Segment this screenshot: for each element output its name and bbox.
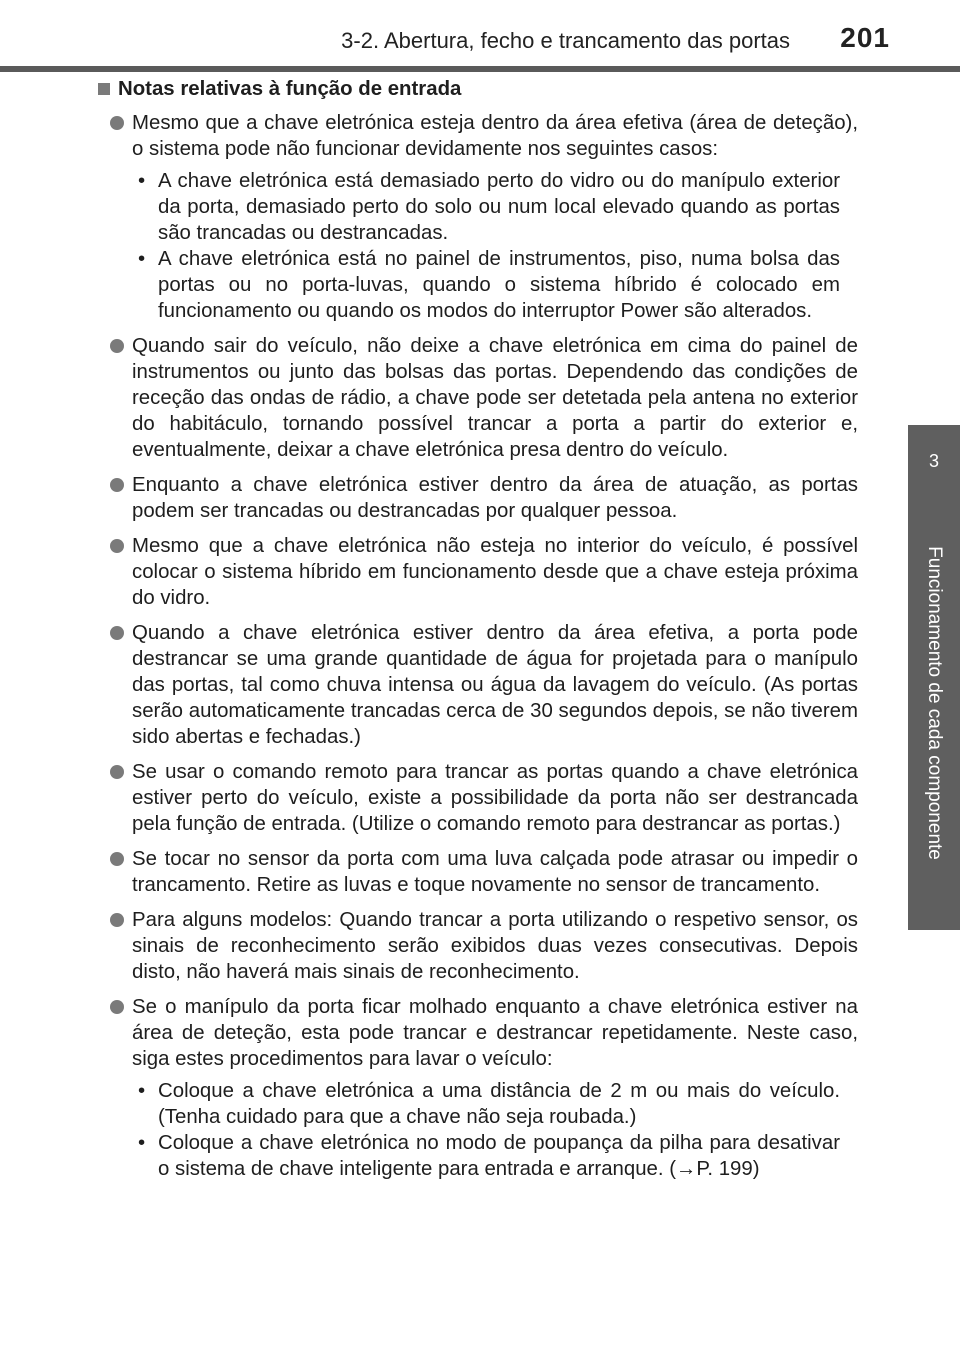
note-text: Mesmo que a chave eletrónica esteja dentro da área efetiva (área de deteção), o sistema pode não funcionar devidamente nos seguintes casos:: [132, 112, 858, 160]
sub-item: [132, 1078, 858, 1130]
note-item: [98, 533, 858, 611]
note-text: Para alguns modelos: Quando trancar a porta utilizando o respetivo sensor, os sinais de reconhecimento serão exibidos duas vezes consecutivas. Depois disto, não haverá mais sinais de reconhecimento.: [132, 909, 858, 983]
sub-item-text: Coloque a chave eletrónica a uma distância de 2 m ou mais do veículo. (Tenha cuidado para que a chave não seja roubada.): [158, 1080, 840, 1128]
sub-item: [132, 168, 858, 246]
bullet-dot-icon: •: [138, 248, 146, 270]
notes-list: [98, 110, 858, 1182]
sub-item: [132, 1130, 858, 1182]
circle-bullet-icon: [110, 478, 124, 492]
circle-bullet-icon: [110, 116, 124, 130]
sub-item-text: A chave eletrónica está no painel de instrumentos, piso, numa bolsa das portas ou no porta-luvas, quando o sistema híbrido é colocado em funcionamento ou quando os modos do interruptor Power são alterados.: [158, 248, 840, 322]
sub-item-list: [132, 168, 858, 324]
bullet-dot-icon: •: [138, 1080, 146, 1102]
note-text: Enquanto a chave eletrónica estiver dentro da área de atuação, as portas podem ser trancadas ou destrancadas por qualquer pessoa.: [132, 474, 858, 522]
circle-bullet-icon: [110, 339, 124, 353]
circle-bullet-icon: [110, 765, 124, 779]
sub-item-text: Coloque a chave eletrónica no modo de poupança da pilha para desativar o sistema de chave inteligente para entrada e arranque. (→P. 199): [158, 1132, 840, 1180]
sub-item-list: [132, 1078, 858, 1182]
note-item: [98, 110, 858, 324]
running-header-title: 3-2. Abertura, fecho e trancamento das portas: [341, 28, 790, 53]
note-text: Se o manípulo da porta ficar molhado enquanto a chave eletrónica estiver na área de deteção, esta pode trancar e destrancar repetidamente. Neste caso, siga estes procedimentos para lavar o veículo:: [132, 996, 858, 1070]
circle-bullet-icon: [110, 1000, 124, 1014]
chapter-number: 3: [928, 451, 939, 471]
note-text: Se tocar no sensor da porta com uma luva calçada pode atrasar ou impedir o trancamento. Retire as luvas e toque novamente no sensor de trancamento.: [132, 848, 858, 896]
sub-item: [132, 246, 858, 324]
note-item: [98, 994, 858, 1182]
section-heading-text: Notas relativas à função de entrada: [118, 78, 462, 100]
circle-bullet-icon: [110, 626, 124, 640]
circle-bullet-icon: [110, 913, 124, 927]
note-text: Quando sair do veículo, não deixe a chave eletrónica em cima do painel de instrumentos ou junto das bolsas das portas. Dependendo das condições de receção das ondas de rádio, a chave pode ser detetada pela antena no exterior do habitáculo, tornando possível trancar a porta a partir do exterior e, eventualmente, deixar a chave eletrónica presa dentro do veículo.: [132, 335, 858, 461]
note-item: [98, 620, 858, 750]
circle-bullet-icon: [110, 852, 124, 866]
note-item: [98, 846, 858, 898]
circle-bullet-icon: [110, 539, 124, 553]
section-heading: [98, 76, 858, 102]
note-item: [98, 333, 858, 463]
square-bullet-icon: [98, 83, 110, 95]
page-number: 201: [840, 22, 890, 53]
chapter-label: Funcionamento de cada componente: [924, 546, 945, 860]
note-text: Se usar o comando remoto para trancar as portas quando a chave eletrónica estiver perto do veículo, existe a possibilidade da porta não ser destrancada pela função de entrada. (Utilize o comando remoto para destrancar as portas.): [132, 761, 858, 835]
page-content: [98, 76, 858, 1191]
header-rule: [0, 66, 960, 72]
note-item: [98, 759, 858, 837]
chapter-side-tab: [908, 425, 960, 930]
bullet-dot-icon: •: [138, 1132, 146, 1154]
bullet-dot-icon: •: [138, 170, 146, 192]
note-item: [98, 472, 858, 524]
note-text: Mesmo que a chave eletrónica não esteja no interior do veículo, é possível colocar o sistema híbrido em funcionamento desde que a chave esteja próxima do vidro.: [132, 535, 858, 609]
note-text: Quando a chave eletrónica estiver dentro da área efetiva, a porta pode destrancar se uma grande quantidade de água for projetada para o manípulo das portas, tal como chuva intensa ou água da lavagem do veículo. (As portas serão automaticamente trancadas cerca de 30 segundos depois, se não tiverem sido abertas e fechadas.): [132, 622, 858, 748]
note-item: [98, 907, 858, 985]
sub-item-text: A chave eletrónica está demasiado perto do vidro ou do manípulo exterior da porta, demasiado perto do solo ou num local elevado quando as portas são trancadas ou destrancadas.: [158, 170, 840, 244]
